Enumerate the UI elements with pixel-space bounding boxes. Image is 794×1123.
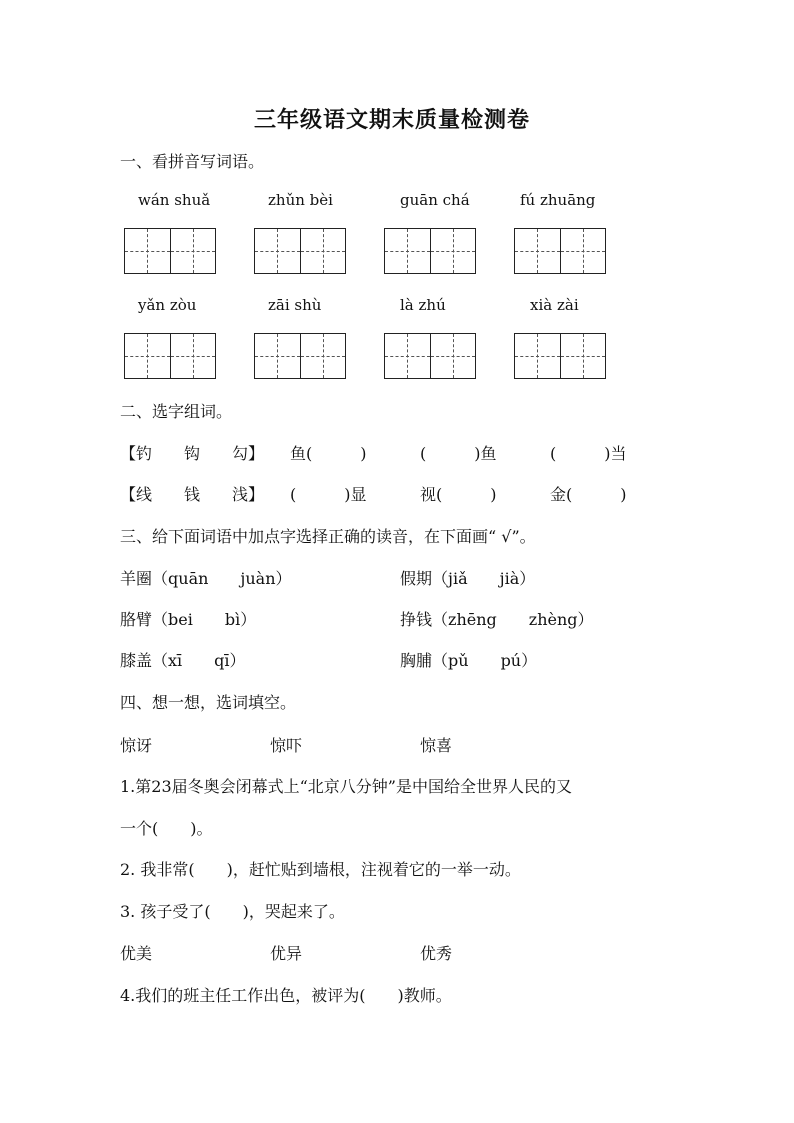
word: 胳臂 — [120, 610, 153, 629]
char-group: 【钓 钩 勾】 — [120, 444, 265, 463]
section-3-heading: 三、给下面词语中加点字选择正确的读音，在下面画“ √”。 — [120, 527, 536, 546]
options: （pǔ pú） — [432, 651, 538, 670]
word: 挣钱 — [400, 610, 433, 629]
options: （zhēng zhèng） — [432, 610, 594, 629]
question-2[interactable]: 2. 我非常( )，赶忙贴到墙根，注视着它的一举一动。 — [120, 860, 521, 879]
section-1-heading: 一、看拼音写词语。 — [120, 152, 265, 171]
pronunciation-item[interactable] — [120, 648, 246, 671]
fill-blank[interactable]: ( )当 — [550, 444, 627, 463]
pinyin-label: xià zài — [530, 296, 579, 314]
word: 假期 — [400, 569, 433, 588]
section-2-heading: 二、选字组词。 — [120, 402, 233, 421]
fill-blank[interactable]: 金( ) — [550, 485, 627, 504]
word-choice: 惊讶 — [120, 736, 153, 755]
tian-zi-grid[interactable] — [124, 333, 216, 379]
fill-blank[interactable]: 视( ) — [420, 485, 497, 504]
pronunciation-item[interactable] — [400, 566, 535, 589]
question-1-cont[interactable]: 一个( )。 — [120, 819, 213, 838]
fill-blank[interactable]: ( )鱼 — [420, 444, 497, 463]
question-4[interactable]: 4.我们的班主任工作出色，被评为( )教师。 — [120, 986, 452, 1005]
options: （quān juàn） — [152, 569, 292, 588]
pronunciation-item[interactable] — [400, 648, 537, 671]
page-title: 三年级语文期末质量检测卷 — [254, 108, 531, 133]
pinyin-label: guān chá — [400, 191, 470, 209]
tian-zi-grid[interactable] — [254, 333, 346, 379]
word: 膝盖 — [120, 651, 153, 670]
pinyin-label: yǎn zòu — [138, 296, 197, 314]
pinyin-label: là zhú — [400, 296, 446, 314]
word: 胸脯 — [400, 651, 433, 670]
pronunciation-item[interactable] — [400, 607, 594, 630]
tian-zi-grid[interactable] — [254, 228, 346, 274]
pinyin-label: wán shuǎ — [138, 191, 211, 209]
pinyin-label: zhǔn bèi — [268, 191, 333, 209]
options: （bei bì） — [152, 610, 257, 629]
word-choice: 惊喜 — [420, 736, 453, 755]
word-choice: 优秀 — [420, 944, 453, 963]
question-3[interactable]: 3. 孩子受了( )，哭起来了。 — [120, 902, 345, 921]
fill-blank[interactable]: ( )显 — [290, 485, 367, 504]
pronunciation-item[interactable] — [120, 566, 292, 589]
tian-zi-grid[interactable] — [514, 228, 606, 274]
word: 羊圈 — [120, 569, 153, 588]
word-choice: 优美 — [120, 944, 153, 963]
fill-blank[interactable]: 鱼( ) — [290, 444, 367, 463]
pinyin-label: fú zhuāng — [520, 191, 596, 209]
tian-zi-grid[interactable] — [384, 333, 476, 379]
section-4-heading: 四、想一想，选词填空。 — [120, 693, 297, 712]
word-choice: 优异 — [270, 944, 303, 963]
tian-zi-grid[interactable] — [514, 333, 606, 379]
tian-zi-grid[interactable] — [124, 228, 216, 274]
word-choice: 惊吓 — [270, 736, 303, 755]
options: （jiǎ jià） — [432, 569, 536, 588]
pronunciation-item[interactable] — [120, 607, 256, 630]
question-1: 1.第23届冬奥会闭幕式上“北京八分钟”是中国给全世界人民的又 — [120, 777, 572, 796]
options: （xī qī） — [152, 651, 246, 670]
pinyin-label: zāi shù — [268, 296, 322, 314]
tian-zi-grid[interactable] — [384, 228, 476, 274]
char-group: 【线 钱 浅】 — [120, 485, 265, 504]
